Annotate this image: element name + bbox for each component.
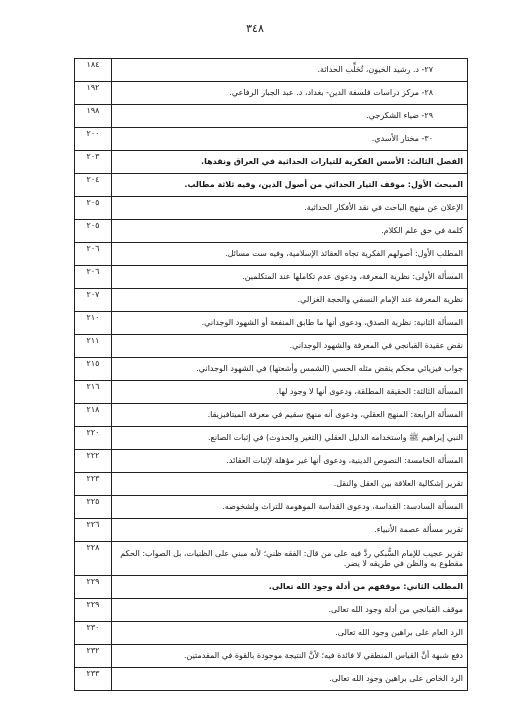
toc-row [75, 358, 468, 381]
toc-entry-page: ٢٢٠ [75, 427, 112, 450]
toc-row [75, 599, 468, 622]
toc-entry-page: ١٩٨ [75, 105, 112, 128]
toc-entry-page: ٢٣٠ [75, 622, 112, 645]
toc-entry-page: ٢١١ [75, 335, 112, 358]
toc-row [75, 243, 468, 266]
toc-entry-title: المطلب الثاني: موقفهم من أدلة وجود الله تعالى. [112, 576, 468, 599]
toc-entry-title: المسألة الأولى: نظرية المعرفة، ودعوى عدم تكاملها عند المتكلمين. [112, 266, 468, 289]
toc-entry-page: ٢٠٦ [75, 266, 112, 289]
toc-entry-title: تقرير إشكالية العلاقة بين العقل والنقل. [112, 473, 468, 496]
toc-entry-page: ٢١٨ [75, 404, 112, 427]
toc-entry-page: ٢٢٢ [75, 450, 112, 473]
toc-entry-title: نظرية المعرفة عند الإمام النسفي والحجة الغزالي. [112, 289, 468, 312]
toc-row [75, 404, 468, 427]
toc-entry-page: ٢٠٦ [75, 243, 112, 266]
toc-entry-title: المسألة الثالثة: الحقيقة المطلقة، ودعوى أنها لا وجود لها. [112, 381, 468, 404]
toc-entry-title: ٢٩- ضياء الشكرجي. [112, 105, 468, 128]
toc-entry-title: نقض عقيدة القبانجي في المعرفة والشهود الوجداني. [112, 335, 468, 358]
toc-row [75, 128, 468, 151]
toc-entry-page: ٢٣٢ [75, 645, 112, 668]
toc-entry-page: ٢٢٩ [75, 599, 112, 622]
toc-row [75, 312, 468, 335]
toc-entry-title: ٣٠- مختار الأسدي. [112, 128, 468, 151]
toc-entry-title: الإعلان عن منهج الباحث في نقد الأفكار الحداثية. [112, 197, 468, 220]
toc-entry-title: المسألة الخامسة: النصوص الدينية، ودعوى أنها غير مؤهلة لإثبات العقائد. [112, 450, 468, 473]
toc-entry-page: ٢١٥ [75, 358, 112, 381]
toc-entry-title: كلمة في حق علم الكلام. [112, 220, 468, 243]
toc-row [75, 266, 468, 289]
toc-row [75, 450, 468, 473]
toc-entry-title: ٢٧- د. رشيد الخيون، تُحَلِّب الحداثة. [112, 59, 468, 82]
toc-row [75, 668, 468, 691]
toc-entry-page: ٢٠٣ [75, 151, 112, 174]
toc-entry-title: المسألة الرابعة: المنهج العقلي، ودعوى أنه منهج سقيم في معرفة الميتافيزيقا. [112, 404, 468, 427]
toc-row [75, 197, 468, 220]
toc-row [75, 59, 468, 82]
toc-row [75, 335, 468, 358]
toc-row [75, 645, 468, 668]
toc-row [75, 519, 468, 542]
toc-row [75, 151, 468, 174]
toc-entry-page: ٢٠٥ [75, 197, 112, 220]
toc-row [75, 542, 468, 576]
table-of-contents [74, 58, 468, 691]
toc-row [75, 576, 468, 599]
toc-row [75, 622, 468, 645]
toc-entry-title: المسألة الثانية: نظرية الصدق، ودعوى أنها ما طابق المنفعة أو الشهود الوجداني. [112, 312, 468, 335]
toc-entry-page: ٢٠٤ [75, 174, 112, 197]
toc-entry-page: ٢٢٩ [75, 576, 112, 599]
toc-row [75, 473, 468, 496]
page-number: ٣٤٨ [246, 22, 264, 35]
toc-row [75, 381, 468, 404]
toc-entry-page: ٢١٦ [75, 381, 112, 404]
toc-entry-title: الرد الخاص على براهين وجود الله تعالى. [112, 668, 468, 691]
toc-row [75, 496, 468, 519]
toc-entry-title: المطلب الأول: أصولهم الفكرية تجاه العقائد الإسلامية، وفيه ست مسائل. [112, 243, 468, 266]
toc-entry-page: ٢١٠ [75, 312, 112, 335]
toc-row [75, 82, 468, 105]
toc-entry-title: المبحث الأول: موقف التيار الحداثي من أصول الدين، وفيه ثلاثة مطالب. [112, 174, 468, 197]
toc-row [75, 427, 468, 450]
toc-body [75, 59, 468, 691]
toc-entry-page: ٢٠٧ [75, 289, 112, 312]
toc-entry-title: موقف القبانجي من أدلة وجود الله تعالى. [112, 599, 468, 622]
toc-row [75, 105, 468, 128]
toc-entry-title: تقرير عجيب للإمام السُّبكي ردَّ فيه على من قال: الفقه ظني؛ لأنه مبني على الظنيات، بل الصواب: الحكم مقطوع به والظن في طريقه لا يضر. [112, 542, 468, 576]
toc-entry-page: ١٩٢ [75, 82, 112, 105]
toc-entry-page: ٢٠٠ [75, 128, 112, 151]
toc-entry-title: جواب فيزيائي محكم ينقض مثله الحسي (الشمس وأشعتها) في الشهود الوجداني. [112, 358, 468, 381]
toc-row [75, 220, 468, 243]
toc-entry-page: ٢٢٦ [75, 519, 112, 542]
toc-entry-title: ٢٨- مركز دراسات فلسفة الدين- بغداد، د. عبد الجبار الرفاعي. [112, 82, 468, 105]
toc-entry-title: تقرير مسألة عصمة الأنبياء. [112, 519, 468, 542]
toc-entry-title: الفصل الثالث: الأسس الفكرية للتيارات الحداثية في العراق ونقدها. [112, 151, 468, 174]
toc-entry-title: النبي إبراهيم ﷺ واستخدامه الدليل العقلي (التغير والحدوث) في إثبات الصانع. [112, 427, 468, 450]
toc-entry-title: المسألة السادسة: القداسة، ودعوى القداسة الموهومة للتراث ولشخوصه. [112, 496, 468, 519]
toc-entry-page: ٢٣٣ [75, 668, 112, 691]
toc-entry-page: ٢٢٨ [75, 542, 112, 576]
toc-entry-page: ٢٢٥ [75, 496, 112, 519]
toc-entry-title: الرد العام على براهين وجود الله تعالى. [112, 622, 468, 645]
toc-entry-page: ٢٠٥ [75, 220, 112, 243]
toc-row [75, 174, 468, 197]
toc-entry-title: دفع شبهة أنَّ القياس المنطقي لا فائدة فيه؛ لأنَّ النتيجة موجودة بالقوة في المقدمتين. [112, 645, 468, 668]
toc-row [75, 289, 468, 312]
toc-entry-page: ١٨٤ [75, 59, 112, 82]
toc-entry-page: ٢٢٣ [75, 473, 112, 496]
